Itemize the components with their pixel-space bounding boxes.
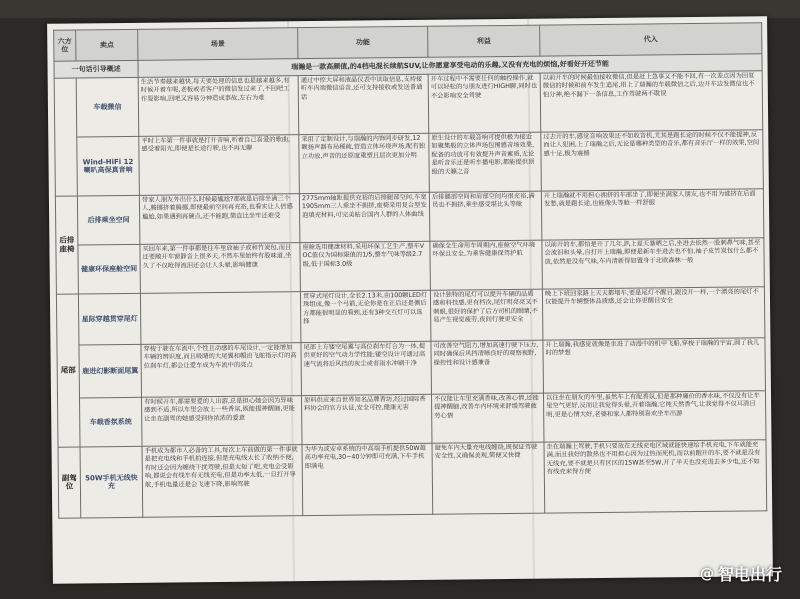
header-benefit: 利益	[428, 25, 540, 57]
benefit-cell: 开车过程中不需要任何的触控操作,就可以轻松的与朋友进行HIGH聊,同时也不会影响安全驾驶	[428, 73, 541, 133]
scenario-cell: 晚上下班回家路上天天都堵车,要是尾灯不醒目,跟没开一样,一个漂亮的尾灯不仅能提升车辆整体品质感,还会让你更醒目安全	[542, 287, 765, 340]
header-function: 功能	[298, 26, 428, 58]
selling-points-table	[53, 22, 767, 518]
group-cell-empty	[54, 78, 77, 196]
scene-cell: 带家人朋友外出什么时候最尴尬?那就是后排坐满三个人,腾挪挤着腾挪,即便最前空间再充裕,也看实让人倍感尴尬,如果遇到再硬点,还不能跑,简直比坐牢还难受	[139, 194, 300, 245]
header-scenario: 代入	[540, 23, 762, 56]
watermark-text: 智电出行	[717, 565, 782, 584]
summary-text: 瑞瀚是一款高颜值,的4档电混长续航SUV,让你愿意享受电动的乐趣,又没有充电的烦恼,好看好开还节能	[138, 54, 762, 78]
function-cell: 贯穿式尾灯设计,全长2.13米,由100颗LED灯珠组成,像一个弓箭,无论你是在正后还是侧后方都能很明显的看到,还有3种交互灯可以选择	[300, 290, 431, 342]
table-row	[55, 130, 764, 196]
scene-cell: 手机成为都市人必备的工具,每次上车前做的第一件事就是把充电线和手机拍连接,但是充电线太长了收纳不便,有时还会因为缠绕干扰驾驶,但是太短了吧,充电会受影响,都说会有线车有无线充电,但是功率太低,一旦打开导航,手机电量还是会飞速下降,影响驾驶	[142, 445, 303, 518]
scene-cell: 平时上车第一件事就是打开音响,听着自己喜爱的歌曲,感受着阳光,即便是长途行驶,也不再无聊	[139, 135, 300, 196]
group-cell: 尾部	[56, 294, 80, 447]
table-row	[58, 391, 766, 447]
table-row	[56, 238, 764, 294]
group-cell: 副驾位	[58, 447, 81, 518]
scene-cell: 生活节奏越来越快,每天要处理的信息也是越来越多,有时候开着车呢,老板或者客户的微信发过来了,不回吧工作耍影响,回吧又容易分神造成事故,左右为难	[138, 76, 299, 137]
document-sheet	[47, 16, 773, 584]
table-row	[57, 338, 766, 398]
scenario-cell: 以往坐在朋友的车里,虽然车上有配香氛,但是那种廉价的香水味,不仅没有让车里空气更好,反而让我觉得头晕,开着瑞瀚,它纯天然香气,让我觉得不仅耳清目明,更是心情大好,老婆和家人都特别喜欢坐车出游	[543, 391, 766, 442]
header-position: 六方位	[54, 30, 76, 61]
feature-cell: 50W手机无线快充	[80, 446, 143, 518]
summary-label: 一句话引导概述	[54, 60, 138, 78]
feature-cell: 星际穿越贯穿尾灯	[78, 293, 141, 345]
function-cell: 通过中控大屏和液晶仪表中读取信息,支持接听车内端微信语音,还可支持接收或发送普通话	[298, 74, 429, 134]
function-cell: 尾部上方镂空尾翼与高位刹车灯合为一体,提供更好的空气动力学性能;镂空设计可通过高速气流将后风挡的灰尘或者雨水冲刷干净	[301, 341, 432, 395]
scene-cell: 有时候开车,都需要爱的人出游,总是担心她会因为异味感到不适,所以车里会放上一些香氛,既能提神醒脑,更能让坐在副驾的她感受到你浓浓的爱意	[142, 396, 303, 447]
scenario-cell: 过去开的车,感觉音响效果还不如收音机,尤其是跑长途的时候不仅不能提神,反而让人犯困,上了瑞瀚之后,无论是哪种类型的音乐,都有音乐厅一样的效果,空间感十足,极为震撼	[541, 130, 764, 191]
benefit-cell: 设计独特的尾灯可以提升车辆的品质感和科技感,更有档次,尾灯明亮亮又不刺眼,很好的保护了后方司机的眼睛,不易产生视觉疲劳,夜间行驶更安全	[430, 289, 543, 341]
watermark	[700, 562, 782, 585]
function-cell: 为华为或安卓系统的中高端手机提供50W超高功率充电,30~40分钟即可充满,下车手机即满电	[302, 443, 433, 515]
table-row	[54, 71, 763, 137]
feature-cell: 车载香氛系统	[80, 397, 143, 447]
benefit-cell: 可改善空气阻力,增加高速行驶下压力,同时确保后风挡清晰良好的观察视野,操控性和设计感兼备	[431, 340, 544, 394]
background-top	[0, 0, 800, 18]
header-feature: 卖点	[76, 29, 138, 61]
benefit-cell: 原生设计的车载音响可提供极为接近如聚集般的立体声场包围感音场效果,配备的功放可有效提升声音素质,无论是听音乐还是听车播电影,都能提供顶级的天籁之音	[429, 132, 542, 192]
feature-cell: 后排乘坐空间	[77, 195, 140, 245]
at-sign-icon: @	[699, 565, 714, 582]
benefit-cell: 避免车内大量充电线缠绕,既保证驾驶安全性,又确保美观,简便又快捷	[432, 442, 545, 514]
group-cell: 后排座椅	[55, 196, 78, 294]
scenario-cell: 坐在瑞瀚上驾驶,手机只要放在无线充电区域就能快速给手机充电,下车就能充满,而且我好的散热也不用担心因为过热而死机,而以前跑开的车,要不就是没有无线充,要不就是只有区区的15W甚至5W,开了半天也没充进去多少电,还不如有线充来得方便	[544, 440, 767, 513]
benefit-cell: 不仅能让车里充满香味,改善心情,还能提神醒脑,改善车内环境来舒缓驾驶疲劳心情	[431, 393, 544, 443]
function-cell: 座舱选用健康材料,采用环保工艺生产,整车VOC值仅为国标限值的1/5,整车气味等级2.7级,低于国标3.0级	[300, 241, 431, 291]
scene-cell: 买回车来,第一件事都是往车里放袖子或和竹炭包,而且还要敞开车窗静音上很多天,不然车里始终有股味道,坐久了不仅呛得流泪还会让人头晕,影响健康	[140, 243, 301, 294]
scenario-cell: 开上瑞瀚,我感觉就像是坐进了动漫中的机甲飞船,穿梭于瑞瀚的宇宙,圆了我儿时的梦想	[543, 338, 766, 393]
table-row	[55, 189, 763, 245]
feature-cell: Wind-HiFi 12喇叭高保真音响	[77, 136, 140, 196]
scenario-cell: 开上瑞瀚就不用担心拥挤的车部坐了,即便坐满家人朋友,也不用为谁挤在后面发愁,就是跑长途,也能像头等舱一样舒服	[541, 189, 764, 240]
function-cell: 采用了定制设计,与瑞瀚的内饰同步研发,12颗扬声器布局稀疏,营造立体环绕声场,配有独立功放,声音的还原度重塑且层次更加分明	[299, 133, 430, 193]
feature-cell: 车载微信	[76, 77, 139, 137]
function-cell: 原料供应来自世界知名品牌香坊,经过国际香料协会的官方认证,安全可控,健康无害	[301, 394, 432, 444]
benefit-cell: 确保全生命用车周期内,座舱空气环境环保且安全,为乘客健康保驾护航	[430, 240, 543, 290]
scene-cell: 穿梭于驶在车流中,个性且动感的车尾设计,一定能增加车辆的辨识度,而且吸睛的大尾翼和帽沿飞舵指示灯的高位刹车灯,都会让爱车成为车流中的亮点	[141, 343, 302, 398]
benefit-cell: 后排腿部空间和肩部空间均很充裕,满员也不拥挤,乘坐感受堪比头等舱	[429, 191, 542, 241]
feature-cell: 鹿进幻影断面尾翼	[79, 344, 142, 398]
scene-cell	[140, 292, 301, 345]
table-row	[56, 287, 764, 345]
scenario-cell: 以前开车的时候最怕接收微信,但是赶上急事又不能不回,有一次差点因为回复微信的时候和前车发生追尾,用上了瑞瀚的车载微信之后,边开车边发微信也不怕分神,绝不漏下一条信息,工作驾驶两不耽误	[540, 71, 763, 132]
function-cell: 2775mm轴距提供充裕的后排腿部空间,车宽1905mm三人乘坐不拥挤,座椅采用复合型发泡填充材料,可完美贴合国内人群的人体曲线	[299, 192, 430, 242]
feature-cell: 健康环保座舱空间	[78, 244, 141, 294]
table-row	[58, 440, 767, 518]
scenario-cell: 以前开的车,都怕是开了几年,趴上夏天暴晒之后,坐进去依然一股刺鼻气味,甚至会流泪和头晕,自打开上瑞瀚,即便是新车坐进去也不怕,袖子皮竹炭包什么都不放,依然是没有气味,车内清新得如置身于北欧森林一般	[542, 238, 765, 289]
header-scene: 场景	[138, 28, 298, 61]
